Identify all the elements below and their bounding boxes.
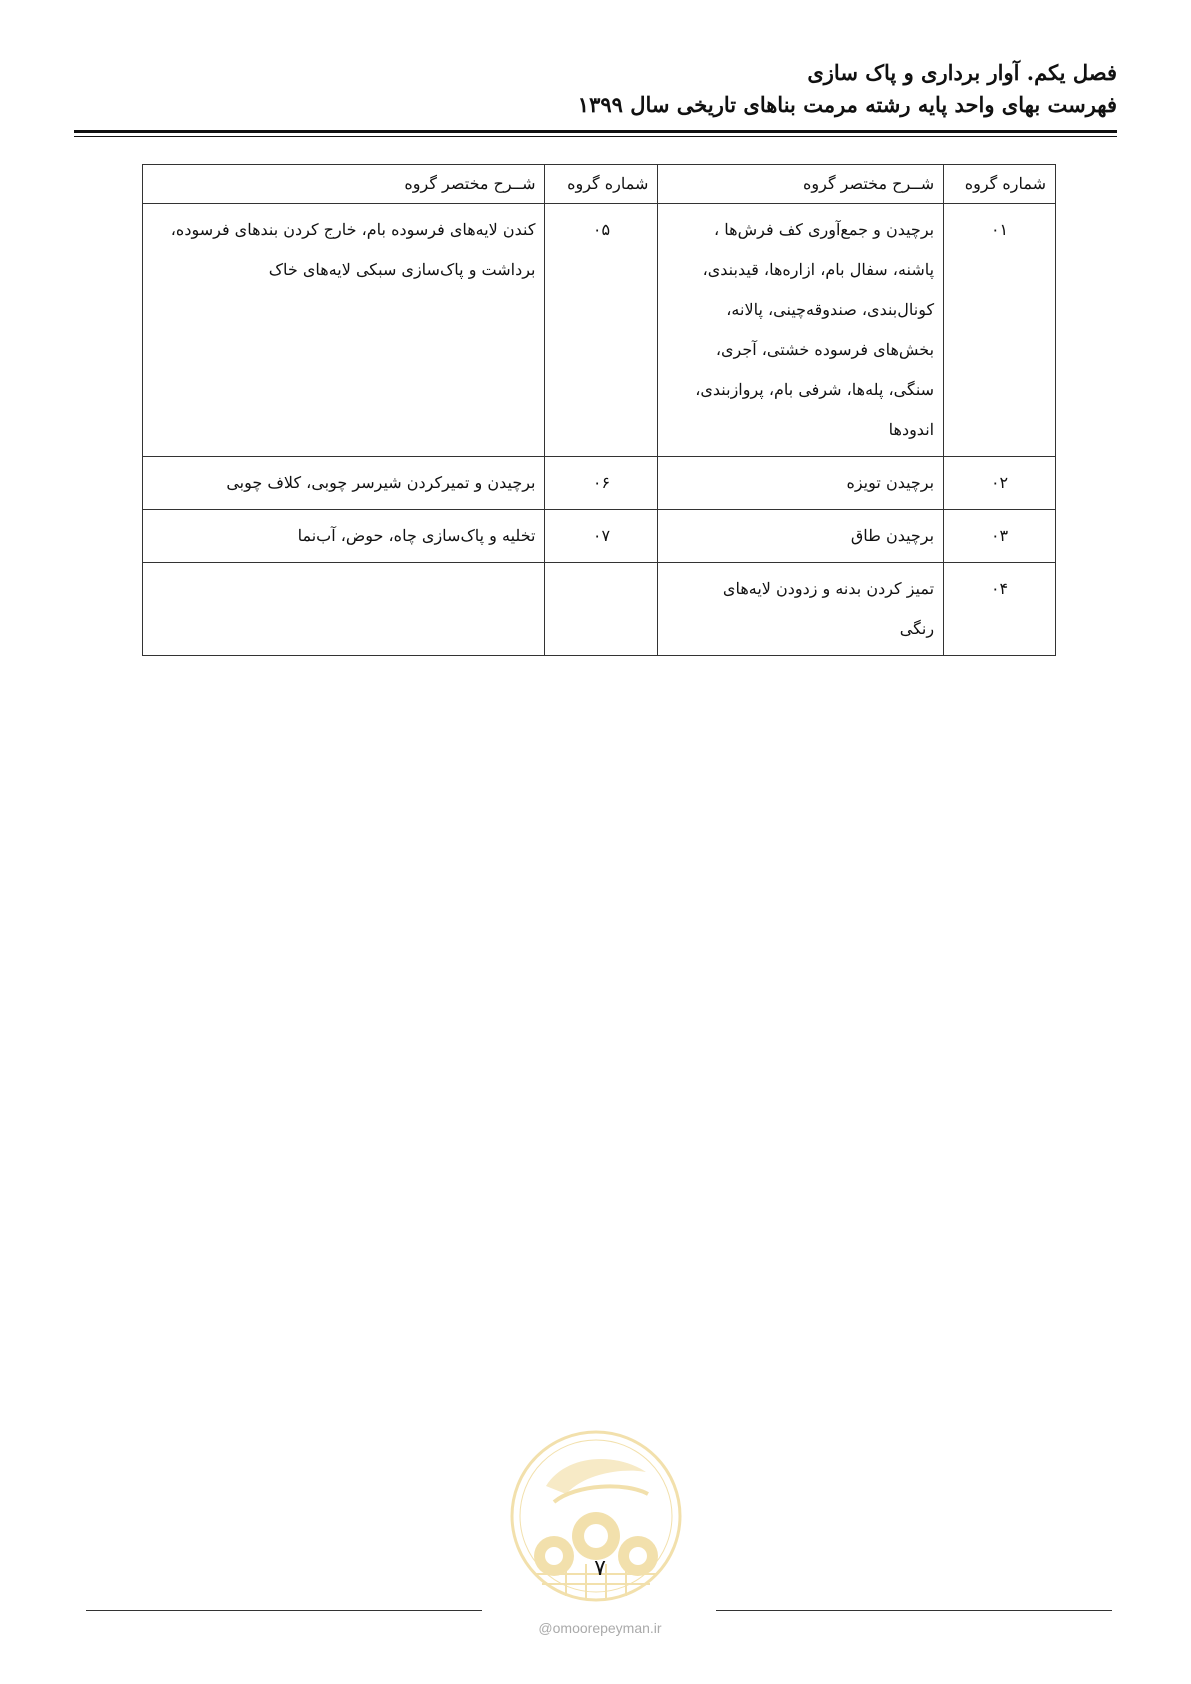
- table-row: [143, 510, 1056, 563]
- group-number: ۰۶: [545, 457, 658, 510]
- table-header-row: [143, 165, 1056, 204]
- page-number: ۷: [594, 1556, 606, 1581]
- header-group-number: شماره گروه: [545, 165, 658, 204]
- footer-rule-right: [716, 1610, 1112, 1611]
- header-rule-thick: [74, 130, 1117, 133]
- group-description: برچیدن طاق: [658, 510, 944, 563]
- group-number: ۰۲: [944, 457, 1056, 510]
- list-title: فهرست بهای واحد پایه رشته مرمت بناهای تاریخی سال ۱۳۹۹: [577, 92, 1117, 117]
- group-number: ۰۷: [545, 510, 658, 563]
- group-number: ۰۱: [944, 204, 1056, 457]
- group-description: تخلیه و پاک‌سازی چاه، حوض، آب‌نما: [143, 510, 545, 563]
- group-description: برچیدن تویزه: [658, 457, 944, 510]
- group-number: ۰۳: [944, 510, 1056, 563]
- group-number: ۰۴: [944, 563, 1056, 656]
- header-group-description: شــرح مختصر گروه: [658, 165, 944, 204]
- group-description: برچیدن و تمیرکردن شیرسر چوبی، کلاف چوبی: [143, 457, 545, 510]
- group-description: تمیز کردن بدنه و زدودن لایه‌های رنگی: [658, 563, 944, 656]
- chapter-title: فصل یکم. آوار برداری و پاک سازی: [807, 60, 1117, 85]
- group-number: [545, 563, 658, 656]
- group-description: کندن لایه‌های فرسوده بام، خارج کردن بندهای فرسوده، برداشت و پاک‌سازی سبکی لایه‌های خاک: [143, 204, 545, 457]
- table-row: [143, 457, 1056, 510]
- header-rule-thin: [74, 136, 1117, 137]
- footer-rule-left: [86, 1610, 482, 1611]
- group-number: ۰۵: [545, 204, 658, 457]
- group-table: [142, 164, 1056, 656]
- website-watermark: @omoorepeyman.ir: [538, 1620, 662, 1636]
- header-group-number: شماره گروه: [944, 165, 1056, 204]
- table-row: [143, 563, 1056, 656]
- table-row: [143, 204, 1056, 457]
- page-header: [74, 58, 1117, 122]
- group-description: [143, 563, 545, 656]
- group-description: برچیدن و جمع‌آوری کف فرش‌ها ، پاشنه، سفال بام، ازاره‌ها، قیدبندی، کونال‌بندی، صندوقه‌چینی، پالانه، بخش‌های فرسوده خشتی، آجری، سنگی، پله‌ها، شرفی بام، پروازبندی، اندودها: [658, 204, 944, 457]
- watermark-stamp-logo: [506, 1424, 686, 1614]
- header-group-description: شــرح مختصر گروه: [143, 165, 545, 204]
